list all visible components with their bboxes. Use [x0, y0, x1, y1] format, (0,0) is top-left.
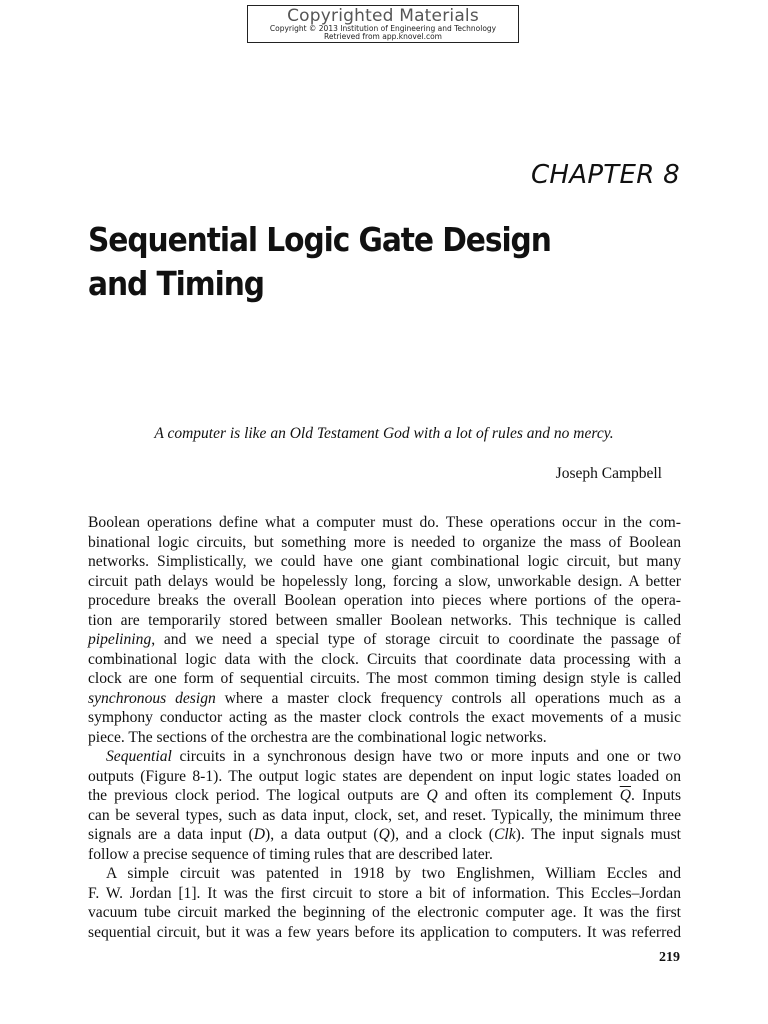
text-line: circuit path delays would be hopelessly long, forcing a slow, unworkable design. A better — [88, 572, 681, 590]
chapter-title-line-1: Sequential Logic Gate Design — [88, 220, 551, 259]
page-number: 219 — [659, 950, 680, 965]
variable-q: Q — [426, 787, 438, 804]
text-line: follow a precise sequence of timing rules that are described later. — [88, 845, 493, 863]
copyright-stamp — [247, 5, 519, 43]
stamp-copyright-line: Copyright © 2013 Institution of Engineering and Technology — [269, 24, 497, 33]
stamp-title: Copyrighted Materials — [287, 6, 479, 26]
variable-q-bar: $\overline{Q}$ — [619, 787, 632, 804]
text-line: Boolean operations define what a computer must do. These operations occur in the com- — [88, 514, 681, 531]
text-line: vacuum tube circuit marked the beginning of the electronic computer age. It was the first — [88, 904, 681, 921]
text-line: the previous clock period. The logical outputs are Q and often its complement $\overline{Q}$. Inputs — [88, 787, 682, 804]
text-line: can be several types, such as data input, clock, set, and reset. Typically, the minimum three — [88, 806, 681, 824]
text-line: signals are a data input (D), a data output (Q), and a clock (Clk). The input signals must — [88, 826, 681, 843]
text-line: synchronous design where a master clock frequency controls all operations much as a — [88, 689, 681, 707]
text-line: pipelining, and we need a special type of storage circuit to coordinate the passage of — [88, 631, 681, 648]
text-line: procedure breaks the overall Boolean operation into pieces where portions of the opera- — [88, 592, 681, 609]
text-line: sequential circuit, but it was a few years before its application to computers. It was referred — [88, 923, 681, 941]
text-line: symphony conductor acting as the master clock controls the exact movements of a music — [88, 709, 681, 726]
text-line: A simple circuit was patented in 1918 by two Englishmen, William Eccles and — [106, 865, 681, 882]
text-line: outputs (Figure 8-1). The output logic states are dependent on input logic states loaded on — [88, 767, 681, 785]
text-line: clock are one form of sequential circuits. The most common timing design style is called — [88, 670, 681, 687]
chapter-title-line-2: and Timing — [88, 264, 264, 303]
text-line: binational logic circuits, but something more is needed to organize the mass of Boolean — [88, 533, 681, 551]
chapter-title — [88, 218, 574, 306]
text-line: combinational logic data with the clock. Circuits that coordinate data processing with a — [88, 650, 681, 668]
text-line: networks. Simplistically, we could have one giant combinational logic circuit, but many — [88, 553, 681, 570]
chapter-label: CHAPTER 8 — [530, 160, 680, 190]
emphasis-term: Sequential — [106, 748, 172, 765]
variable-q: Q — [378, 826, 390, 843]
text-line: Sequential circuits in a synchronous design have two or more inputs and one or two — [106, 748, 681, 765]
body-text — [88, 513, 681, 942]
text-line: F. W. Jordan [1]. It was the first circuit to store a bit of information. This Eccles–Jordan — [88, 884, 681, 902]
text-line: tion are temporarily stored between smaller Boolean networks. This technique is called — [88, 611, 681, 629]
text-line: piece. The sections of the orchestra are the combinational logic networks. — [88, 728, 547, 746]
emphasis-term: synchronous design — [88, 689, 216, 707]
variable-d: D — [253, 826, 265, 843]
stamp-source-line: Retrieved from app.knovel.com — [324, 32, 442, 41]
epigraph-author: Joseph Campbell — [555, 465, 662, 482]
emphasis-term: pipelining — [88, 631, 152, 648]
variable-clk: Clk — [493, 826, 516, 843]
epigraph-quote: A computer is like an Old Testament God with a lot of rules and no mercy. — [154, 425, 614, 442]
